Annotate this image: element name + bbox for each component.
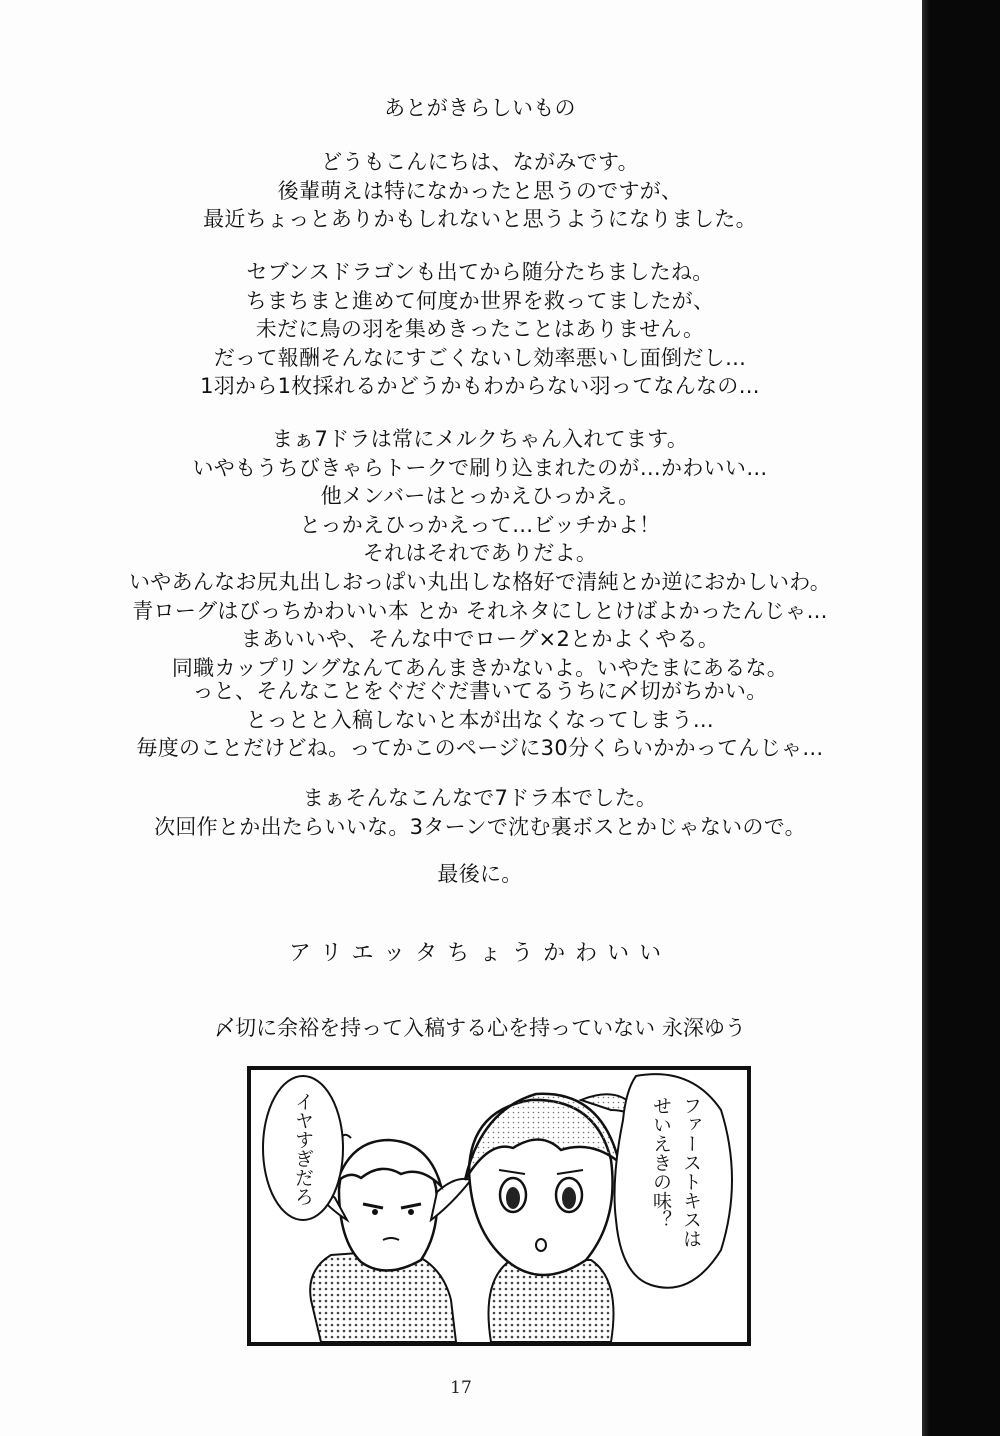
author-signature: 〆切に余裕を持って入稿する心を持っていない 永深ゆう bbox=[214, 1016, 746, 1040]
text-line: 他メンバーはとっかえひっかえ。 bbox=[320, 484, 640, 509]
right-speech-bubble bbox=[615, 1074, 732, 1288]
left-speech-bubble bbox=[263, 1076, 343, 1220]
comic-panel-art bbox=[251, 1070, 747, 1342]
text-line: どうもこんにちは、ながみです。 bbox=[321, 150, 639, 174]
text-line: とっとと入稿しないと本が出なくなってしまう… bbox=[245, 707, 715, 732]
text-line: それはそれでありだよ。 bbox=[362, 541, 598, 566]
text-line: 毎度のことだけどね。ってかこのページに30分くらいかかってんじゃ… bbox=[136, 736, 824, 761]
text-line: 青ローグはびっちかわいい本 とか それネタにしとけばよかったんじゃ… bbox=[132, 598, 828, 623]
text-line: いやあんなお尻丸出しおっぱい丸出しな格好で清純とか逆におかしいわ。 bbox=[128, 569, 832, 594]
left-bubble-text: イヤすぎだろ bbox=[292, 1092, 314, 1206]
page-edge-shadow bbox=[922, 0, 1000, 1436]
paragraph-5 bbox=[80, 784, 880, 841]
paragraph-1 bbox=[80, 148, 880, 234]
text-line: 最後に。 bbox=[437, 862, 523, 886]
paragraph-3 bbox=[80, 425, 880, 682]
text-line: ちまちまと進めて何度か世界を救ってましたが、 bbox=[245, 288, 715, 313]
paragraph-6 bbox=[80, 860, 880, 889]
text-line: 未だに鳥の羽を集めきったことはありません。 bbox=[255, 317, 705, 342]
text-line: だって報酬そんなにすごくないし効率悪いし面倒だし… bbox=[213, 345, 747, 370]
right-bubble-text-1: ファーストキスは bbox=[680, 1096, 702, 1248]
right-bubble-text-2: せいえきの味？ bbox=[650, 1096, 672, 1229]
paragraph-4 bbox=[80, 677, 880, 763]
comic-panel bbox=[247, 1066, 751, 1346]
text-line: いやもうちびきゃらトークで刷り込まれたのが…かわいい… bbox=[192, 455, 768, 480]
text-line: セブンスドラゴンも出てから随分たちましたね。 bbox=[246, 260, 714, 284]
text-line: 次回作とか出たらいいな。3ターンで沈む裏ボスとかじゃないので。 bbox=[154, 814, 806, 839]
afterword-title bbox=[80, 94, 880, 123]
text-line: 同職カップリングなんてあんまきかないよ。いやたまにあるな。 bbox=[171, 655, 789, 680]
text-line: とっかえひっかえって…ビッチかよ！ bbox=[299, 512, 661, 537]
text-line: まあいいや、そんな中でローグ×2とかよくやる。 bbox=[240, 627, 720, 652]
text-line: まぁ7ドラは常にメルクちゃん入れてます。 bbox=[271, 427, 689, 451]
text-line: 最近ちょっとありかもしれないと思うようになりました。 bbox=[203, 207, 757, 232]
text-line: 1羽から1枚採れるかどうかもわからない羽ってなんなの… bbox=[200, 374, 760, 399]
afterword-title-text: あとがきらしいもの bbox=[384, 96, 576, 120]
paragraph-2 bbox=[80, 258, 880, 401]
text-line: 後輩萌えは特になかったと思うのですが、 bbox=[277, 178, 683, 203]
text-line: っと、そんなことをぐだぐだ書いてるうちに〆切がちかい。 bbox=[192, 679, 768, 703]
text-line: まぁそんなこんなで7ドラ本でした。 bbox=[302, 786, 658, 810]
page-number: 17 bbox=[450, 1378, 472, 1398]
shout-line: アリエッタちょうかわいい bbox=[288, 941, 672, 966]
